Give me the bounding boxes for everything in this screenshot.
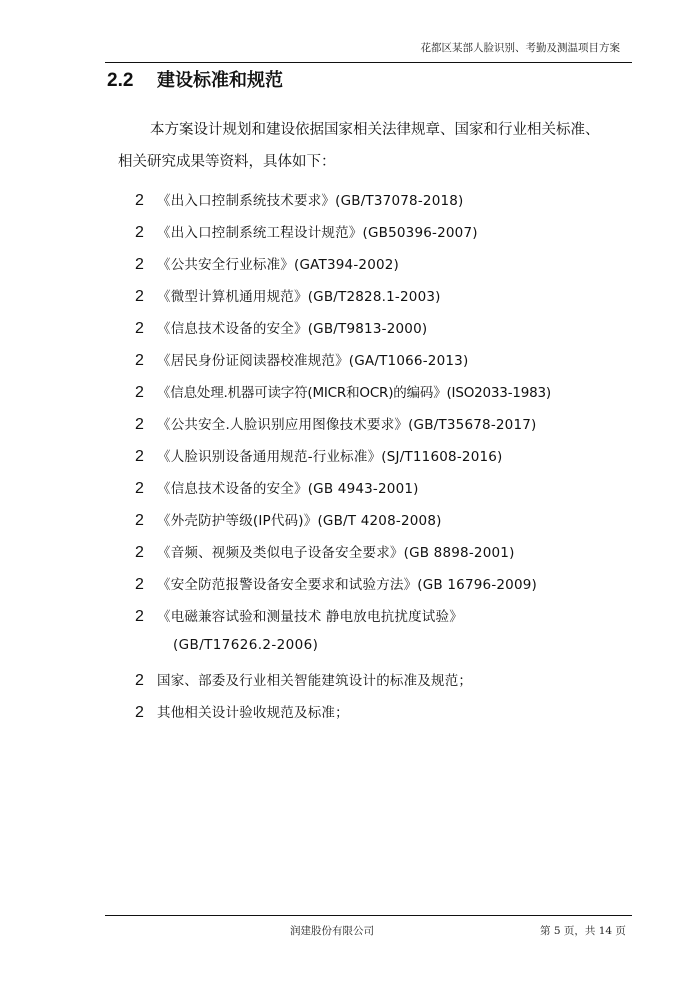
- footer-rule: [105, 915, 632, 916]
- list-item: 2 《安全防范报警设备安全要求和试验方法》(GB 16796-2009): [135, 576, 538, 593]
- footer-company: 润建股份有限公司: [290, 925, 374, 937]
- bullet: 2: [135, 288, 144, 305]
- list-item: 2 《信息处理.机器可读字符(MICR和OCR)的编码》(ISO2033-1983): [135, 384, 551, 401]
- intro-line-2: 相关研究成果等资料，具体如下：: [118, 154, 336, 170]
- bullet: 2: [135, 192, 144, 209]
- bullet: 2: [135, 416, 144, 433]
- bullet: 2: [135, 352, 144, 369]
- bullet: 2: [135, 672, 144, 689]
- list-item: 2 《电磁兼容试验和测量技术 静电放电抗扰度试验》: [135, 608, 463, 625]
- list-item: 2 其他相关设计验收规范及标准；: [135, 704, 349, 721]
- list-item: 2 《居民身份证阅读器校准规范》(GA/T1066-2013): [135, 352, 469, 369]
- list-item: 2 《出入口控制系统技术要求》(GB/T37078-2018): [135, 192, 464, 209]
- section-title: 建设标准和规范: [157, 70, 283, 91]
- header-rule: [105, 62, 632, 63]
- list-item: 2 《公共安全行业标准》(GAT394-2002): [135, 256, 400, 273]
- list-item: 2 《公共安全.人脸识别应用图像技术要求》(GB/T35678-2017): [135, 416, 537, 433]
- section-number: 2.2: [107, 70, 134, 91]
- bullet: 2: [135, 544, 144, 561]
- list-item: 2 《音频、视频及类似电子设备安全要求》(GB 8898-2001): [135, 544, 515, 561]
- footer-page-number: 第 5 页，共 14 页: [540, 925, 626, 937]
- list-item-continuation: (GB/T17626.2-2006): [173, 637, 319, 653]
- bullet: 2: [135, 320, 144, 337]
- section-heading: [107, 66, 283, 92]
- page-header: 花都区某部人脸识别、考勤及测温项目方案: [420, 42, 620, 54]
- list-item: 2 《信息技术设备的安全》(GB 4943-2001): [135, 480, 419, 497]
- bullet: 2: [135, 224, 144, 241]
- bullet: 2: [135, 448, 144, 465]
- list-item: 2 《信息技术设备的安全》(GB/T9813-2000): [135, 320, 428, 337]
- list-item: 2 《人脸识别设备通用规范-行业标准》(SJ/T11608-2016): [135, 448, 503, 465]
- bullet: 2: [135, 256, 144, 273]
- list-item: 2 《出入口控制系统工程设计规范》(GB50396-2007): [135, 224, 478, 241]
- intro-line-1: 本方案设计规划和建设依据国家相关法律规章、国家和行业相关标准、: [150, 122, 600, 138]
- bullet: 2: [135, 704, 144, 721]
- list-item: 2 《外壳防护等级(IP代码)》(GB/T 4208-2008): [135, 512, 442, 529]
- bullet: 2: [135, 576, 144, 593]
- bullet: 2: [135, 480, 144, 497]
- bullet: 2: [135, 512, 144, 529]
- bullet: 2: [135, 608, 144, 625]
- list-item: 2 《微型计算机通用规范》(GB/T2828.1-2003): [135, 288, 441, 305]
- list-item: 2 国家、部委及行业相关智能建筑设计的标准及规范；: [135, 672, 473, 689]
- bullet: 2: [135, 384, 144, 401]
